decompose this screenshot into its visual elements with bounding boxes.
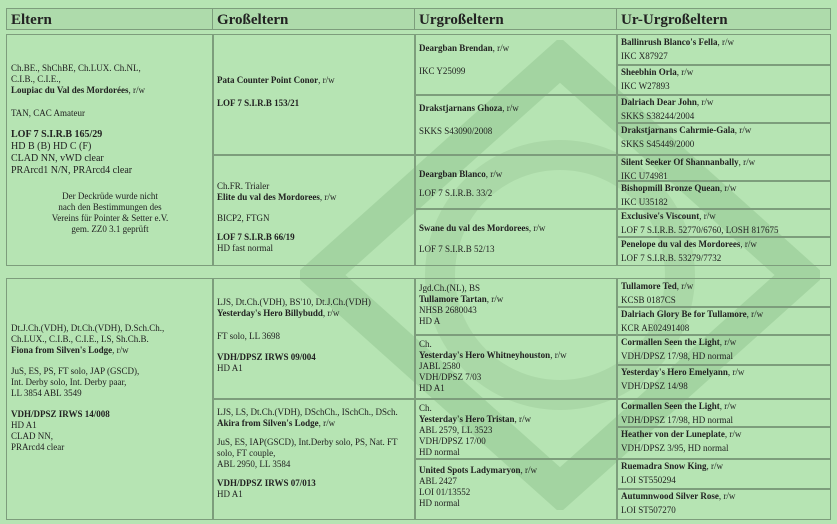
bottom-ggp-3-titles: Ch. <box>419 403 432 413</box>
top-gggp-5-name: Silent Seeker Of Shannanbally <box>621 157 739 167</box>
bottom-gggp-4-reg: VDH/DPSZ 14/98 <box>621 381 688 391</box>
top-gggp-7-name: Exclusive's Viscount <box>621 211 700 221</box>
sire-dam-health: HD fast normal <box>217 243 273 253</box>
top-ggp-4-name: Swane du val des Mordorees <box>419 223 529 233</box>
bottom-gggp-3-reg: VDH/DPSZ 17/98, HD normal <box>621 351 733 361</box>
bottom-gggp-7-color: , r/w <box>706 461 724 471</box>
sire-cell <box>6 34 214 266</box>
bottom-ggp-1-color: , r/w <box>486 294 504 304</box>
top-gggp-7-color: , r/w <box>699 211 716 221</box>
top-gggp-1-reg: IKC X87927 <box>621 51 668 61</box>
header-urgrosseltern: Urgroßeltern <box>414 8 618 30</box>
bottom-gggp-2-name: Dalriach Glory Be for Tullamore <box>621 309 747 319</box>
dam-color: , r/w <box>112 345 129 355</box>
bottom-gggp-7-reg: LOI ST550294 <box>621 475 676 485</box>
top-gggp-4-color: , r/w <box>734 125 752 135</box>
bottom-ggp-1-name: Tullamore Tartan <box>419 294 487 304</box>
sire-registration: LOF 7 S.I.R.B 165/29 <box>11 129 103 140</box>
top-gggp-8-reg: LOF 7 S.I.R.B. 53279/7732 <box>621 253 722 263</box>
bottom-gggp-6-reg: VDH/DPSZ 3/95, HD normal <box>621 443 729 453</box>
dam-cell <box>6 278 214 520</box>
dam-registration: VDH/DPSZ IRWS 14/008 <box>11 409 110 419</box>
top-gggp-5-reg: IKC U74981 <box>621 171 668 181</box>
dam-dam-color: , r/w <box>318 418 336 428</box>
sire-sire-registration: LOF 7 S.I.R.B 153/21 <box>217 98 300 108</box>
top-ggp-3-name: Deargban Blanco <box>419 169 486 179</box>
bottom-gggp-8-color: , r/w <box>718 491 736 501</box>
top-ggp-4 <box>414 208 618 266</box>
sire-sire-cell <box>212 34 416 156</box>
dam-dam-titles: LJS, LS, Dt.Ch.(VDH), DSchCh., ISchCh., DSch. <box>217 407 398 417</box>
bottom-ggp-4-extra: ABL 2427 LOI 01/13552 HD normal <box>419 476 471 508</box>
top-gggp-8-name: Penelope du val des Mordorees <box>621 239 741 249</box>
dam-dam-cell <box>212 398 416 520</box>
bottom-ggp-1-titles: Jgd.Ch.(NL), BS <box>419 283 481 293</box>
sire-awards: TAN, CAC Amateur <box>11 108 86 118</box>
top-ggp-4-color: , r/w <box>528 223 546 233</box>
bottom-ggp-3-color: , r/w <box>514 414 531 424</box>
bottom-ggp-1 <box>414 278 618 336</box>
top-ggp-2-reg: SKKS S43090/2008 <box>419 126 493 136</box>
sire-name: Loupiac du Val des Mordorées <box>11 85 129 95</box>
top-gggp-2-reg: IKC W27893 <box>621 81 670 91</box>
sire-sire-color: , r/w <box>318 75 335 85</box>
top-gggp-6-color: , r/w <box>719 183 737 193</box>
bottom-gggp-8-reg: LOI ST507270 <box>621 505 676 515</box>
top-gggp-4-name: Drakstjarnans Cahrmie-Gala <box>621 125 735 135</box>
top-gggp-5 <box>616 154 831 182</box>
bottom-gggp-6 <box>616 426 831 460</box>
bottom-gggp-1-name: Tullamore Ted <box>621 281 677 291</box>
dam-health: HD A1 CLAD NN, PRArcd4 clear <box>11 420 65 452</box>
bottom-ggp-1-extra: NHSB 2680043 HD A <box>419 305 477 326</box>
bottom-gggp-7-name: Ruemadra Snow King <box>621 461 707 471</box>
bottom-gggp-8-name: Autumnwood Silver Rose <box>621 491 719 501</box>
dam-dam-awards: JuS, ES, IAP(GSCD), Int.Derby solo, PS, Nat. FT solo, FT couple, ABL 2950, LL 3584 <box>217 437 398 469</box>
dam-dam-name: Akira from Silven's Lodge <box>217 418 319 428</box>
bottom-gggp-2-reg: KCR AE02491408 <box>621 323 690 333</box>
bottom-ggp-4 <box>414 458 618 520</box>
sire-note: Der Deckrüde wurde nicht nach den Bestimmungen des Vereins für Pointer & Setter e.V. gem. ZZ0 3.1 geprüft <box>51 191 169 234</box>
sire-dam-cell <box>212 154 416 266</box>
dam-sire-awards: FT solo, LL 3698 <box>217 331 281 341</box>
bottom-gggp-4-color: , r/w <box>727 367 745 377</box>
dam-awards: JuS, ES, PS, FT solo, JAP (GSCD), Int. Derby solo, Int. Derby paar, LL 3854 ABL 3549 <box>11 366 140 398</box>
top-ggp-4-reg: LOF 7 S.I.R.B 52/13 <box>419 244 495 254</box>
top-gggp-2-name: Sheebhin Orla <box>621 67 677 77</box>
dam-titles: Dt.J.Ch.(VDH), Dt.Ch.(VDH), D.Sch.Ch., Ch.LUX., C.I.B., C.I.E., LS, Sh.Ch.B. <box>11 323 165 344</box>
bottom-gggp-8 <box>616 488 831 520</box>
top-gggp-1 <box>616 34 831 66</box>
bottom-gggp-4 <box>616 364 831 400</box>
top-gggp-2-color: , r/w <box>676 67 694 77</box>
bottom-gggp-2-color: , r/w <box>746 309 764 319</box>
top-gggp-4 <box>616 122 831 156</box>
bottom-ggp-4-name: United Spots Ladymaryon <box>419 465 521 475</box>
dam-sire-color: , r/w <box>322 308 340 318</box>
top-ggp-1-name: Deargban Brendan <box>419 43 493 53</box>
top-ggp-1-color: , r/w <box>492 43 510 53</box>
top-gggp-3-color: , r/w <box>696 97 714 107</box>
top-gggp-4-reg: SKKS S45449/2000 <box>621 139 695 149</box>
top-gggp-3-name: Dalriach Dear John <box>621 97 697 107</box>
bottom-gggp-3 <box>616 334 831 366</box>
bottom-ggp-2-color: , r/w <box>550 350 567 360</box>
dam-sire-health: HD A1 <box>217 363 243 373</box>
dam-name: Fiona from Silven's Lodge <box>11 345 113 355</box>
bottom-gggp-7 <box>616 458 831 490</box>
bottom-gggp-2 <box>616 306 831 336</box>
bottom-ggp-4-color: , r/w <box>520 465 538 475</box>
header-grosseltern: Großeltern <box>212 8 416 30</box>
top-gggp-3 <box>616 94 831 124</box>
bottom-ggp-2-name: Yesterday's Hero Whitneyhouston <box>419 350 551 360</box>
top-ggp-3 <box>414 154 618 210</box>
top-gggp-6-name: Bishopmill Bronze Quean <box>621 183 720 193</box>
top-gggp-6 <box>616 180 831 210</box>
top-ggp-2-color: , r/w <box>502 103 519 113</box>
dam-dam-health: HD A1 <box>217 489 243 499</box>
bottom-ggp-3 <box>414 398 618 460</box>
sire-dam-color: , r/w <box>319 192 337 202</box>
top-ggp-2 <box>414 94 618 156</box>
bottom-ggp-2-titles: Ch. <box>419 339 432 349</box>
sire-titles: Ch.BE., ShChBE, Ch.LUX. Ch.NL, C.I.B., C.I.E., <box>11 63 141 84</box>
top-gggp-8-color: , r/w <box>740 239 757 249</box>
top-ggp-1-reg: IKC Y25099 <box>419 66 466 76</box>
sire-dam-registration: LOF 7 S.I.R.B 66/19 <box>217 232 295 242</box>
sire-color: , r/w <box>128 85 146 95</box>
top-ggp-3-color: , r/w <box>485 169 503 179</box>
top-ggp-1 <box>414 34 618 96</box>
top-gggp-7-reg: LOF 7 S.I.R.B. 52770/6760, LOSH 817675 <box>621 225 779 235</box>
top-gggp-1-name: Ballinrush Blanco's Fella <box>621 37 718 47</box>
sire-sire-name: Pata Counter Point Conor <box>217 75 319 85</box>
bottom-gggp-1-color: , r/w <box>676 281 694 291</box>
dam-dam-registration: VDH/DPSZ IRWS 07/013 <box>217 478 316 488</box>
top-gggp-2 <box>616 64 831 96</box>
dam-sire-name: Yesterday's Hero Billybudd <box>217 308 323 318</box>
top-ggp-2-name: Drakstjarnans Ghoza <box>419 103 503 113</box>
sire-health: HD B (B) HD C (F) CLAD NN, vWD clear PRArcd1 N/N, PRArcd4 clear <box>11 141 133 176</box>
top-gggp-5-color: , r/w <box>738 157 756 167</box>
bottom-gggp-5-reg: VDH/DPSZ 17/98, HD normal <box>621 415 733 425</box>
bottom-gggp-5 <box>616 398 831 428</box>
bottom-gggp-4-name: Yesterday's Hero Emelyann <box>621 367 728 377</box>
sire-dam-name: Elite du val des Mordorees <box>217 192 320 202</box>
bottom-gggp-5-name: Cormallen Seen the Light <box>621 401 720 411</box>
bottom-gggp-1 <box>616 278 831 308</box>
header-ur-urgrosseltern: Ur-Urgroßeltern <box>616 8 831 30</box>
top-gggp-1-color: , r/w <box>717 37 735 47</box>
dam-sire-registration: VDH/DPSZ IRWS 09/004 <box>217 352 316 362</box>
sire-dam-titles: Ch.FR. Trialer <box>217 181 270 191</box>
bottom-ggp-2-extra: JABL 2580 VDH/DPSZ 7/03 HD A1 <box>419 361 482 393</box>
header-eltern: Eltern <box>6 8 214 30</box>
bottom-gggp-6-name: Heather von der Luneplate <box>621 429 725 439</box>
bottom-gggp-3-color: , r/w <box>719 337 737 347</box>
bottom-ggp-3-extra: ABL 2579, LL 3523 VDH/DPSZ 17/00 HD normal <box>419 425 493 457</box>
top-gggp-6-reg: IKC U35182 <box>621 197 668 207</box>
bottom-gggp-1-reg: KCSB 0187CS <box>621 295 676 305</box>
bottom-gggp-6-color: , r/w <box>724 429 742 439</box>
top-gggp-3-reg: SKKS S38244/2004 <box>621 111 695 121</box>
dam-sire-titles: LJS, Dt.Ch.(VDH), BS'10, Dt.J.Ch.(VDH) <box>217 297 371 307</box>
bottom-gggp-5-color: , r/w <box>719 401 737 411</box>
bottom-ggp-2 <box>414 334 618 400</box>
bottom-gggp-3-name: Cormallen Seen the Light <box>621 337 720 347</box>
bottom-ggp-3-name: Yesterday's Hero Tristan <box>419 414 515 424</box>
sire-dam-awards: BICP2, FTGN <box>217 213 270 223</box>
top-gggp-7 <box>616 208 831 238</box>
top-ggp-3-reg: LOF 7 S.I.R.B. 33/2 <box>419 188 493 198</box>
top-gggp-8 <box>616 236 831 266</box>
dam-sire-cell <box>212 278 416 400</box>
